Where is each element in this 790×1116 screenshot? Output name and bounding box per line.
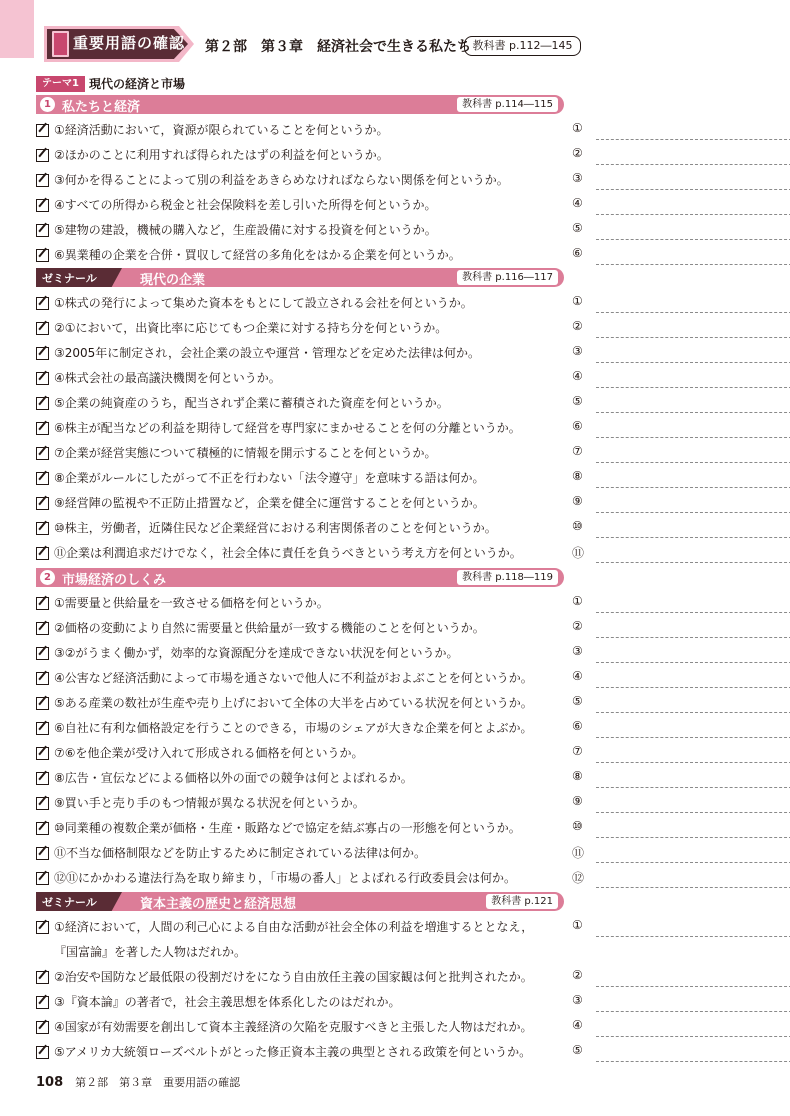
answer-blank[interactable]	[596, 537, 790, 538]
question-row	[36, 442, 756, 467]
answer-blank[interactable]	[596, 1011, 790, 1012]
answer-number: ②	[572, 319, 583, 333]
checkbox[interactable]	[36, 174, 49, 187]
checkbox[interactable]	[36, 199, 49, 212]
question-text: ⑦⑥を他企業が受け入れて形成される価格を何というか。	[54, 746, 364, 760]
checkbox[interactable]	[36, 996, 49, 1009]
answer-number: ⑤	[572, 1043, 583, 1057]
question-row	[36, 742, 756, 767]
question-row	[36, 119, 756, 144]
answer-blank[interactable]	[596, 887, 790, 888]
checkbox[interactable]	[36, 447, 49, 460]
answer-number: ③	[572, 644, 583, 658]
question-row	[36, 542, 756, 567]
checkbox[interactable]	[36, 422, 49, 435]
question-text: ⑧企業がルールにしたがって不正を行わない「法令遵守」を意味する語は何か。	[54, 471, 485, 485]
checkbox[interactable]	[36, 772, 49, 785]
answer-blank[interactable]	[596, 762, 790, 763]
question-row	[36, 492, 756, 517]
checkbox[interactable]	[36, 224, 49, 237]
theme-badge: テーマ1	[36, 76, 85, 92]
question-row	[36, 1041, 756, 1066]
question-row	[36, 169, 756, 194]
checkbox[interactable]	[36, 797, 49, 810]
answer-number: ④	[572, 196, 583, 210]
answer-blank[interactable]	[596, 139, 790, 140]
answer-blank[interactable]	[596, 986, 790, 987]
checkbox[interactable]	[36, 522, 49, 535]
question-row	[36, 144, 756, 169]
answer-number: ⑩	[572, 519, 583, 533]
section-title: 私たちと経済	[62, 100, 141, 115]
checkbox[interactable]	[36, 124, 49, 137]
section-header	[36, 568, 564, 587]
answer-blank[interactable]	[596, 239, 790, 240]
question-row	[36, 692, 756, 717]
section-title: 市場経済のしくみ	[62, 573, 167, 588]
section-number: 2	[40, 570, 55, 585]
question-row	[36, 817, 756, 842]
checkbox[interactable]	[36, 597, 49, 610]
answer-blank[interactable]	[596, 712, 790, 713]
textbook-reference: 教科書 p.112―145	[464, 36, 581, 56]
question-row	[36, 517, 756, 542]
answer-number: ①	[572, 121, 583, 135]
answer-blank[interactable]	[596, 264, 790, 265]
answer-number: ⑥	[572, 419, 583, 433]
question-text: ②①において，出資比率に応じてもつ企業に対する持ち分を何というか。	[54, 321, 448, 335]
question-text: ⑩株主，労働者，近隣住民など企業経営における利害関係者のことを何というか。	[54, 521, 497, 535]
answer-blank[interactable]	[596, 737, 790, 738]
question-row	[36, 792, 756, 817]
answer-number: ④	[572, 1018, 583, 1032]
question-row	[36, 194, 756, 219]
answer-blank[interactable]	[596, 462, 790, 463]
question-text: ②治安や国防など最低限の役割だけをになう自由放任主義の国家観は何と批判されたか。	[54, 970, 533, 984]
question-text: ④株式会社の最高議決機関を何というか。	[54, 371, 281, 385]
checkbox[interactable]	[36, 921, 49, 934]
question-row	[36, 842, 756, 867]
checkbox[interactable]	[36, 647, 49, 660]
question-row	[36, 916, 756, 941]
answer-blank[interactable]	[596, 787, 790, 788]
section-textbook-reference: 教科書 p.116―117	[457, 270, 558, 285]
answer-number: ⑦	[572, 444, 583, 458]
answer-blank[interactable]	[596, 337, 790, 338]
answer-number: ②	[572, 619, 583, 633]
answer-blank[interactable]	[596, 1061, 790, 1062]
question-row	[36, 392, 756, 417]
page-title: 重要用語の確認	[73, 34, 186, 52]
answer-blank[interactable]	[596, 862, 790, 863]
answer-blank[interactable]	[596, 312, 790, 313]
answer-blank[interactable]	[596, 387, 790, 388]
question-text: ④国家が有効需要を創出して資本主義経済の欠陥を克服すべきと主張した人物はだれか。	[54, 1020, 533, 1034]
checkbox[interactable]	[36, 249, 49, 262]
question-text: ⑥異業種の企業を合併・買収して経営の多角化をはかる企業を何というか。	[54, 248, 461, 262]
question-row	[36, 244, 756, 269]
section-header	[36, 95, 564, 114]
answer-number: ③	[572, 344, 583, 358]
answer-blank[interactable]	[596, 362, 790, 363]
answer-blank[interactable]	[596, 562, 790, 563]
question-row	[36, 592, 756, 617]
question-row	[36, 966, 756, 991]
footer-text: 第２部 第３章 重要用語の確認	[75, 1076, 241, 1089]
checkbox[interactable]	[36, 322, 49, 335]
answer-number: ⑫	[572, 871, 585, 885]
answer-blank[interactable]	[596, 662, 790, 663]
question-row	[36, 1016, 756, 1041]
section-number: 1	[40, 97, 55, 112]
answer-number: ⑨	[572, 494, 583, 508]
question-text: ①需要量と供給量を一致させる価格を何というか。	[54, 596, 329, 610]
section-textbook-reference: 教科書 p.121	[486, 894, 558, 909]
answer-number: ①	[572, 594, 583, 608]
question-text: ②ほかのことに利用すれば得られたはずの利益を何というか。	[54, 148, 389, 162]
question-row	[36, 767, 756, 792]
question-row	[36, 867, 756, 892]
answer-number: ⑦	[572, 744, 583, 758]
theme-heading	[36, 73, 185, 91]
checkbox[interactable]	[36, 472, 49, 485]
checkbox[interactable]	[36, 722, 49, 735]
question-text: ⑥株主が配当などの利益を期待して経営を専門家にまかせることを何の分離というか。	[54, 421, 521, 435]
checkbox[interactable]	[36, 497, 49, 510]
section-textbook-reference: 教科書 p.114―115	[457, 97, 558, 112]
checkbox[interactable]	[36, 1021, 49, 1034]
section-header	[36, 268, 564, 287]
question-text: ⑪不当な価格制限などを防止するために制定されている法律は何か。	[54, 846, 427, 860]
question-row	[36, 342, 756, 367]
chapter-title: 第２部 第３章 経済社会で生きる私たち	[205, 39, 471, 55]
question-row	[36, 717, 756, 742]
answer-number: ④	[572, 669, 583, 683]
page-number: 108	[36, 1075, 64, 1090]
answer-number: ⑨	[572, 794, 583, 808]
header-tab-decoration	[0, 0, 34, 58]
checkbox[interactable]	[36, 847, 49, 860]
question-text: ⑤企業の純資産のうち，配当されず企業に蓄積された資産を何というか。	[54, 396, 449, 410]
question-text: ③2005年に制定され，会社企業の設立や運営・管理などを定めた法律は何か。	[54, 346, 481, 360]
question-text: ③『資本論』の著者で，社会主義思想を体系化したのはだれか。	[54, 995, 401, 1009]
question-text: ④すべての所得から税金と社会保険料を差し引いた所得を何というか。	[54, 198, 437, 212]
checkbox[interactable]	[36, 747, 49, 760]
checkbox[interactable]	[36, 397, 49, 410]
question-row	[36, 367, 756, 392]
book-icon	[52, 31, 69, 57]
seminar-label: ゼミナール	[42, 272, 97, 285]
question-text: ③②がうまく働かず，効率的な資源配分を達成できない状況を何というか。	[54, 646, 459, 660]
question-row	[36, 467, 756, 492]
question-text: ②価格の変動により自然に需要量と供給量が一致する機能のことを何というか。	[54, 621, 485, 635]
question-continuation-text: 『国富論』を著した人物はだれか。	[54, 945, 247, 959]
answer-number: ③	[572, 993, 583, 1007]
answer-blank[interactable]	[596, 164, 790, 165]
checkbox[interactable]	[36, 822, 49, 835]
question-text: ⑧広告・宣伝などによる価格以外の面での競争は何とよばれるか。	[54, 771, 413, 785]
checkbox[interactable]	[36, 1046, 49, 1059]
page-footer	[36, 1074, 240, 1090]
answer-number: ③	[572, 171, 583, 185]
answer-number: ⑪	[572, 546, 585, 560]
answer-number: ⑥	[572, 246, 583, 260]
question-text: ⑪企業は利潤追求だけでなく，社会全体に責任を負うべきという考え方を何というか。	[54, 546, 522, 560]
checkbox[interactable]	[36, 297, 49, 310]
section-title: 現代の企業	[140, 273, 206, 288]
question-row	[36, 219, 756, 244]
answer-blank[interactable]	[596, 812, 790, 813]
section-title: 資本主義の歴史と経済思想	[140, 897, 297, 912]
answer-number: ①	[572, 918, 583, 932]
checkbox[interactable]	[36, 347, 49, 360]
answer-number: ⑧	[572, 769, 583, 783]
question-text: ⑤建物の建設，機械の購入など，生産設備に対する投資を何というか。	[54, 223, 437, 237]
checkbox[interactable]	[36, 547, 49, 560]
checkbox[interactable]	[36, 372, 49, 385]
answer-blank[interactable]	[596, 1036, 790, 1037]
checkbox[interactable]	[36, 971, 49, 984]
question-text: ③何かを得ることによって別の利益をあきらめなければならない関係を何というか。	[54, 173, 509, 187]
answer-number: ②	[572, 146, 583, 160]
answer-blank[interactable]	[596, 214, 790, 215]
answer-number: ⑪	[572, 846, 585, 860]
question-text: ⑩同業種の複数企業が価格・生産・販路などで協定を結ぶ寡占の一形態を何というか。	[54, 821, 521, 835]
question-text: ⑤アメリカ大統領ローズベルトがとった修正資本主義の典型とされる政策を何というか。	[54, 1045, 532, 1059]
question-text: ⑨買い手と売り手のもつ情報が異なる状況を何というか。	[54, 796, 365, 810]
answer-blank[interactable]	[596, 936, 790, 937]
question-row	[36, 417, 756, 442]
question-text: ①経済において，人間の利己心による自由な活動が社会全体の利益を増進するととなえ，	[54, 920, 534, 934]
answer-blank[interactable]	[596, 612, 790, 613]
answer-blank[interactable]	[596, 687, 790, 688]
checkbox[interactable]	[36, 697, 49, 710]
question-text: ①経済活動において，資源が限られていることを何というか。	[54, 123, 389, 137]
checkbox[interactable]	[36, 872, 49, 885]
answer-blank[interactable]	[596, 189, 790, 190]
answer-blank[interactable]	[596, 512, 790, 513]
answer-blank[interactable]	[596, 637, 790, 638]
answer-number: ②	[572, 968, 583, 982]
answer-number: ⑤	[572, 694, 583, 708]
question-text: ⑫⑪にかかわる違法行為を取り締まり，「市場の番人」とよばれる行政委員会は何か。	[54, 871, 517, 885]
question-row	[36, 667, 756, 692]
question-row	[36, 642, 756, 667]
answer-blank[interactable]	[596, 437, 790, 438]
checkbox[interactable]	[36, 672, 49, 685]
answer-number: ①	[572, 294, 583, 308]
question-text: ①株式の発行によって集めた資本をもとにして設立される会社を何というか。	[54, 296, 473, 310]
answer-blank[interactable]	[596, 412, 790, 413]
answer-blank[interactable]	[596, 487, 790, 488]
question-row	[36, 991, 756, 1016]
answer-number: ⑩	[572, 819, 583, 833]
answer-number: ⑧	[572, 469, 583, 483]
answer-number: ⑤	[572, 221, 583, 235]
question-continuation	[54, 941, 554, 963]
answer-number: ④	[572, 369, 583, 383]
theme-title: 現代の経済と市場	[88, 77, 185, 91]
question-text: ⑨経営陣の監視や不正防止措置など，企業を健全に運営することを何というか。	[54, 496, 485, 510]
question-text: ⑦企業が経営実態について積極的に情報を開示することを何というか。	[54, 446, 437, 460]
seminar-label: ゼミナール	[42, 896, 97, 909]
section-header	[36, 892, 564, 911]
answer-number: ⑤	[572, 394, 583, 408]
question-text: ⑤ある産業の数社が生産や売り上げにおいて全体の大半を占めている状況を何というか。	[54, 696, 533, 710]
checkbox[interactable]	[36, 622, 49, 635]
question-row	[36, 292, 756, 317]
answer-blank[interactable]	[596, 837, 790, 838]
checkbox[interactable]	[36, 149, 49, 162]
answer-number: ⑥	[572, 719, 583, 733]
question-text: ④公害など経済活動によって市場を通さないで他人に不利益がおよぶことを何というか。	[54, 671, 533, 685]
question-row	[36, 317, 756, 342]
question-text: ⑥自社に有利な価格設定を行うことのできる，市場のシェアが大きな企業を何とよぶか。	[54, 721, 533, 735]
question-row	[36, 617, 756, 642]
section-textbook-reference: 教科書 p.118―119	[457, 570, 558, 585]
